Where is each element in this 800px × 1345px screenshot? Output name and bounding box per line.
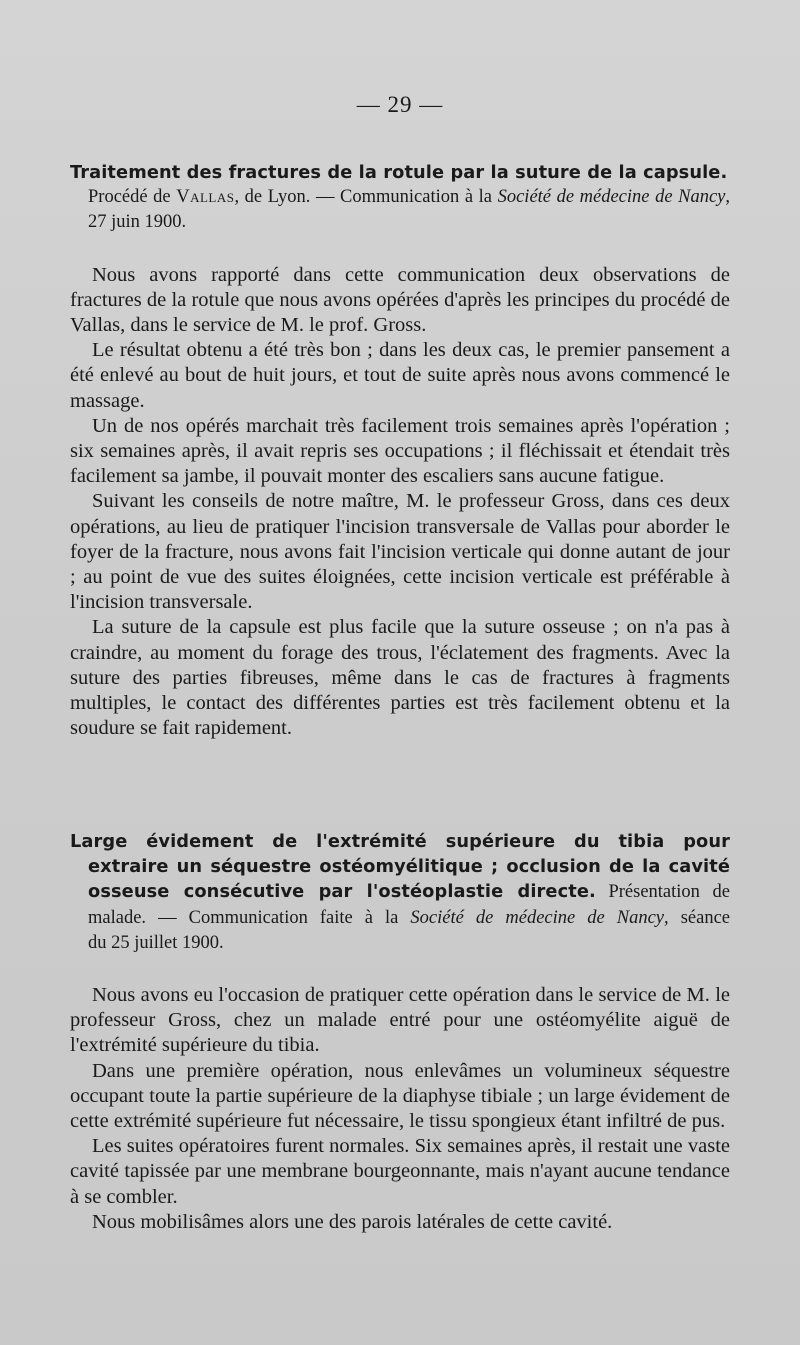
section-subtitle [70, 185, 730, 235]
subtitle-author: Vallas [176, 187, 235, 208]
section-subtitle-line: du 25 juillet 1900. [88, 932, 224, 953]
paragraph: Le résultat obtenu a été très bon ; dans les deux cas, le premier pansement a été enlevé au bout de huit jours, et tout de suite après nous avons commencé le massage. [70, 339, 730, 412]
title-bold-part: osseuse consécutive par l'ostéoplastie directe. [88, 881, 596, 903]
paragraph: Dans une première opération, nous enlevâmes un volumineux séquestre occupant toute la partie supérieure de la diaphyse tibiale ; un large évidement de cette extrémité supérieure fut nécessaire, le tissu spongieux étant infiltré de pus. [70, 1059, 730, 1133]
subtitle-prefix: malade. — Communication faite à la [88, 907, 411, 928]
paragraph: Nous avons rapporté dans cette communication deux observations de fractures de la rotule que nous avons opérées d'après les principes du procédé de Vallas, dans le service de M. le prof. Gross. [70, 263, 730, 337]
subtitle-suffix: , séance [664, 907, 730, 928]
paragraph: La suture de la capsule est plus facile que la suture osseuse ; on n'a pas à craindre, au moment du forage des trous, l'éclatement des fragments. Avec la suture des parties fibreuses, même dans le cas de fractures à fragments multiples, le contact des différentes parties est très facilement obtenu et la soudure se fait rapidement. [70, 616, 730, 740]
paragraph: Nous avons eu l'occasion de pratiquer cette opération dans le service de M. le professeur Gross, chez un malade entré pour une ostéomyélite aiguë de l'extrémité supérieure du tibia. [70, 984, 730, 1057]
subtitle-prefix: Procédé de [88, 187, 177, 208]
subtitle-mid: , de Lyon. — Communication à la [234, 187, 498, 208]
paragraph: Suivant les conseils de notre maître, M. le professeur Gross, dans ces deux opérations, au lieu de pratiquer l'incision transversale de Vallas pour aborder le foyer de la fracture, nous avons fait l'incision verticale qui donne autant de jour ; au point de vue des suites éloignées, cette incision verticale est préférable à l'incision transversale. [70, 490, 730, 614]
section-title: Traitement des fractures de la rotule par la suture de la capsule. [70, 162, 728, 183]
title-rest-part: Présentation de [595, 882, 730, 903]
section-rotule [70, 160, 730, 741]
subtitle-society: Société de médecine de Nancy [497, 187, 726, 208]
section-title-line: Large évidement de l'extrémité supérieure du tibia pour [70, 831, 730, 852]
paragraph: Un de nos opérés marchait très facilement trois semaines après l'opération ; six semaines après, il avait repris ses occupations ; il fléchissait et étendait très facilement sa jambe, il pouvait monter des escaliers sans aucune fatigue. [70, 414, 730, 488]
page-number: — 29 — [356, 92, 444, 117]
section-title-line: extraire un séquestre ostéomyélitique ; occlusion de la cavité [88, 856, 730, 878]
subtitle-date: , 27 juin 1900. [88, 187, 731, 233]
section-tibia [70, 829, 730, 1235]
subtitle-society: Société de médecine de Nancy [410, 907, 665, 928]
section-subtitle-line [70, 906, 730, 931]
section-title-line [70, 879, 730, 905]
paragraph: Nous mobilisâmes alors une des parois latérales de cette cavité. [92, 1210, 613, 1233]
paragraph: Les suites opératoires furent normales. Six semaines après, il restait une vaste cavité tapissée par une membrane bourgeonnante, mais n'ayant aucune tendance à se combler. [70, 1135, 730, 1208]
